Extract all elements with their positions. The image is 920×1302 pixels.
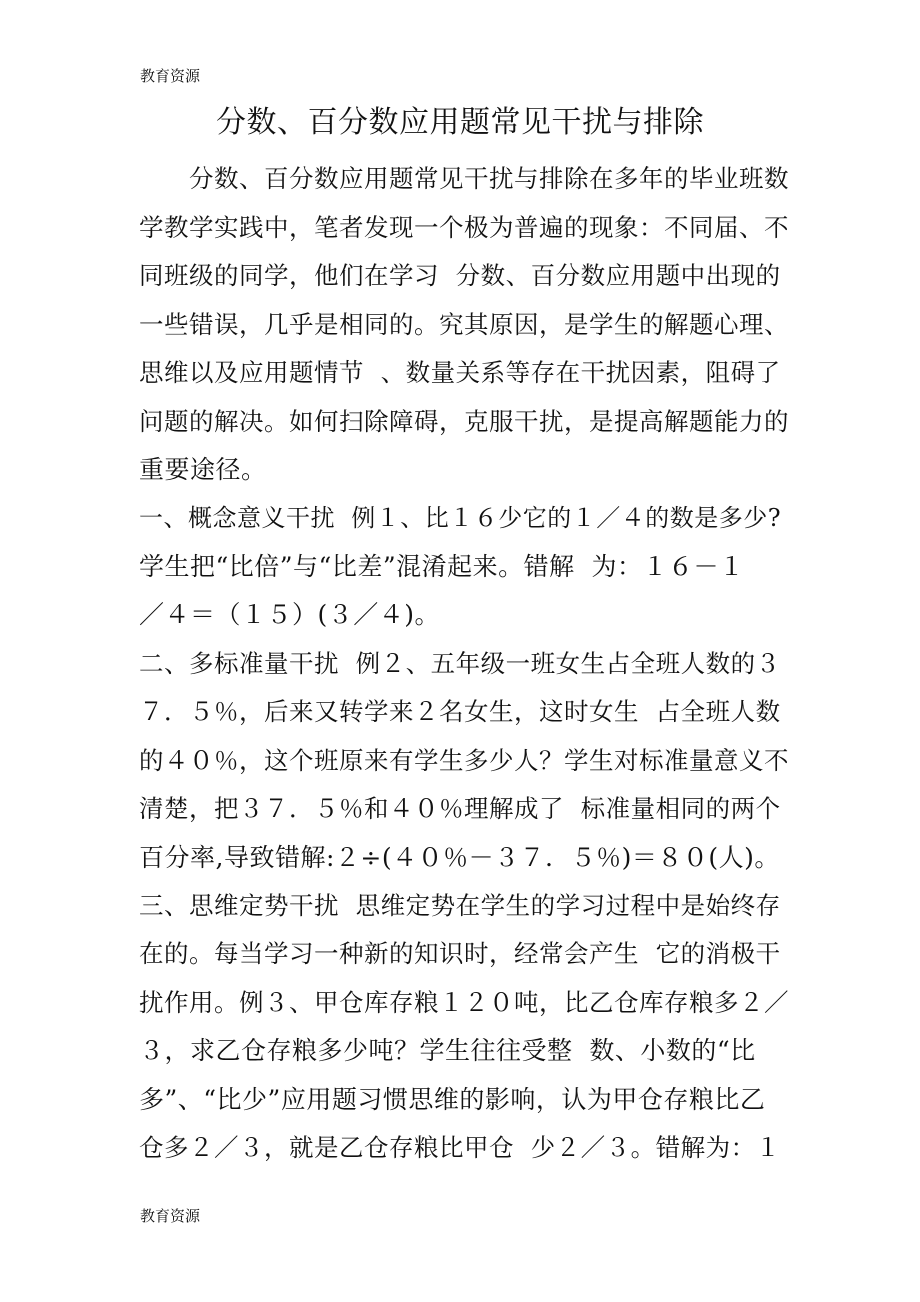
body-line: 学生把“比倍”与“比差”混淆起来。错解 为：１６－１ [139,552,745,581]
body-line: 一些错误，几乎是相同的。究其原因，是学生的解题心理、 [139,310,789,339]
body-line: 扰作用。例３、甲仓库存粮１２０吨，比乙仓库存粮多２／ [139,988,789,1017]
body-line: ３，求乙仓存粮多少吨？学生往往受整 数、小数的“比 [139,1036,756,1065]
body-line: 仓多２／３，就是乙仓存粮比甲仓 少２／３。错解为：１ [139,1133,781,1162]
body-line: 思维以及应用题情节 、数量关系等存在干扰因素，阻碍了 [139,358,781,387]
body-line: 问题的解决。如何扫除障碍，克服干扰，是提高解题能力的 [139,407,789,436]
body-line: 的４０％，这个班原来有学生多少人？学生对标准量意义不 [139,746,789,775]
body-line: 多”、“比少”应用题习惯思维的影响，认为甲仓存粮比乙 [139,1085,766,1114]
body-line: 分数、百分数应用题常见干扰与排除在多年的毕业班数 [139,164,789,193]
section-heading-line: 三、思维定势干扰 思维定势在学生的学习过程中是始终存 [139,891,781,920]
body-line: 重要途径。 [139,455,267,484]
section-heading-line: 一、概念意义干扰 例１、比１６少它的１／４的数是多少? [139,504,782,532]
body-line: ７．５％，后来又转学来２名女生，这时女生 占全班人数 [139,697,781,726]
page-footer: 教育资源 [140,1207,201,1225]
body-line: 在的。每当学习一种新的知识时，经常会产生 它的消极干 [139,939,781,968]
body-line: 学教学实践中，笔者发现一个极为普遍的现象：不同届、不 [139,213,789,242]
body-line: 百分率,导致错解:２÷(４０％－３７．５％)＝８０(人)。 [139,843,780,872]
document-title: 分数、百分数应用题常见干扰与排除 [216,105,704,140]
body-line: 清楚，把３７．５％和４０％理解成了 标准量相同的两个 [139,794,781,823]
body-line: 同班级的同学，他们在学习 分数、百分数应用题中出现的 [139,261,781,290]
page-header: 教育资源 [140,67,201,85]
body-line: ／４＝（１５）(３／４)。 [139,600,441,629]
section-heading-line: 二、多标准量干扰 例２、五年级一班女生占全班人数的３ [139,649,781,678]
